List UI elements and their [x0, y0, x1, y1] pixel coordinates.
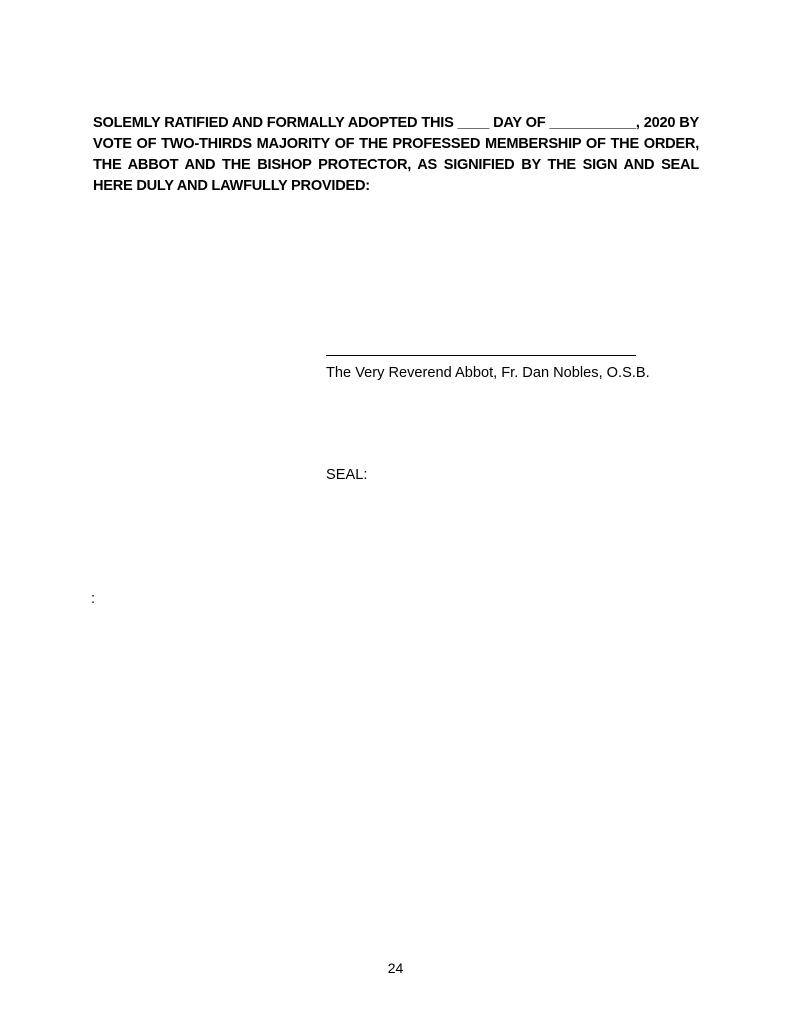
signatory-name: The Very Reverend Abbot, Fr. Dan Nobles, O.S.B.	[326, 365, 650, 381]
seal-label: SEAL:	[326, 467, 368, 483]
signature-line	[326, 355, 636, 356]
stray-colon: :	[91, 591, 96, 607]
ratification-statement: SOLEMLY RATIFIED AND FORMALLY ADOPTED THIS ____ DAY OF ___________, 2020 BY VOTE OF TWO-THIRDS MAJORITY OF THE PROFESSED MEMBERSHIP OF THE ORDER, THE ABBOT AND THE BISHOP PROTECTOR, AS SIGNIFIED BY THE SIGN AND SEAL HERE DULY AND LAWFULLY PROVIDED:	[93, 115, 699, 194]
page-number: 24	[387, 960, 404, 976]
